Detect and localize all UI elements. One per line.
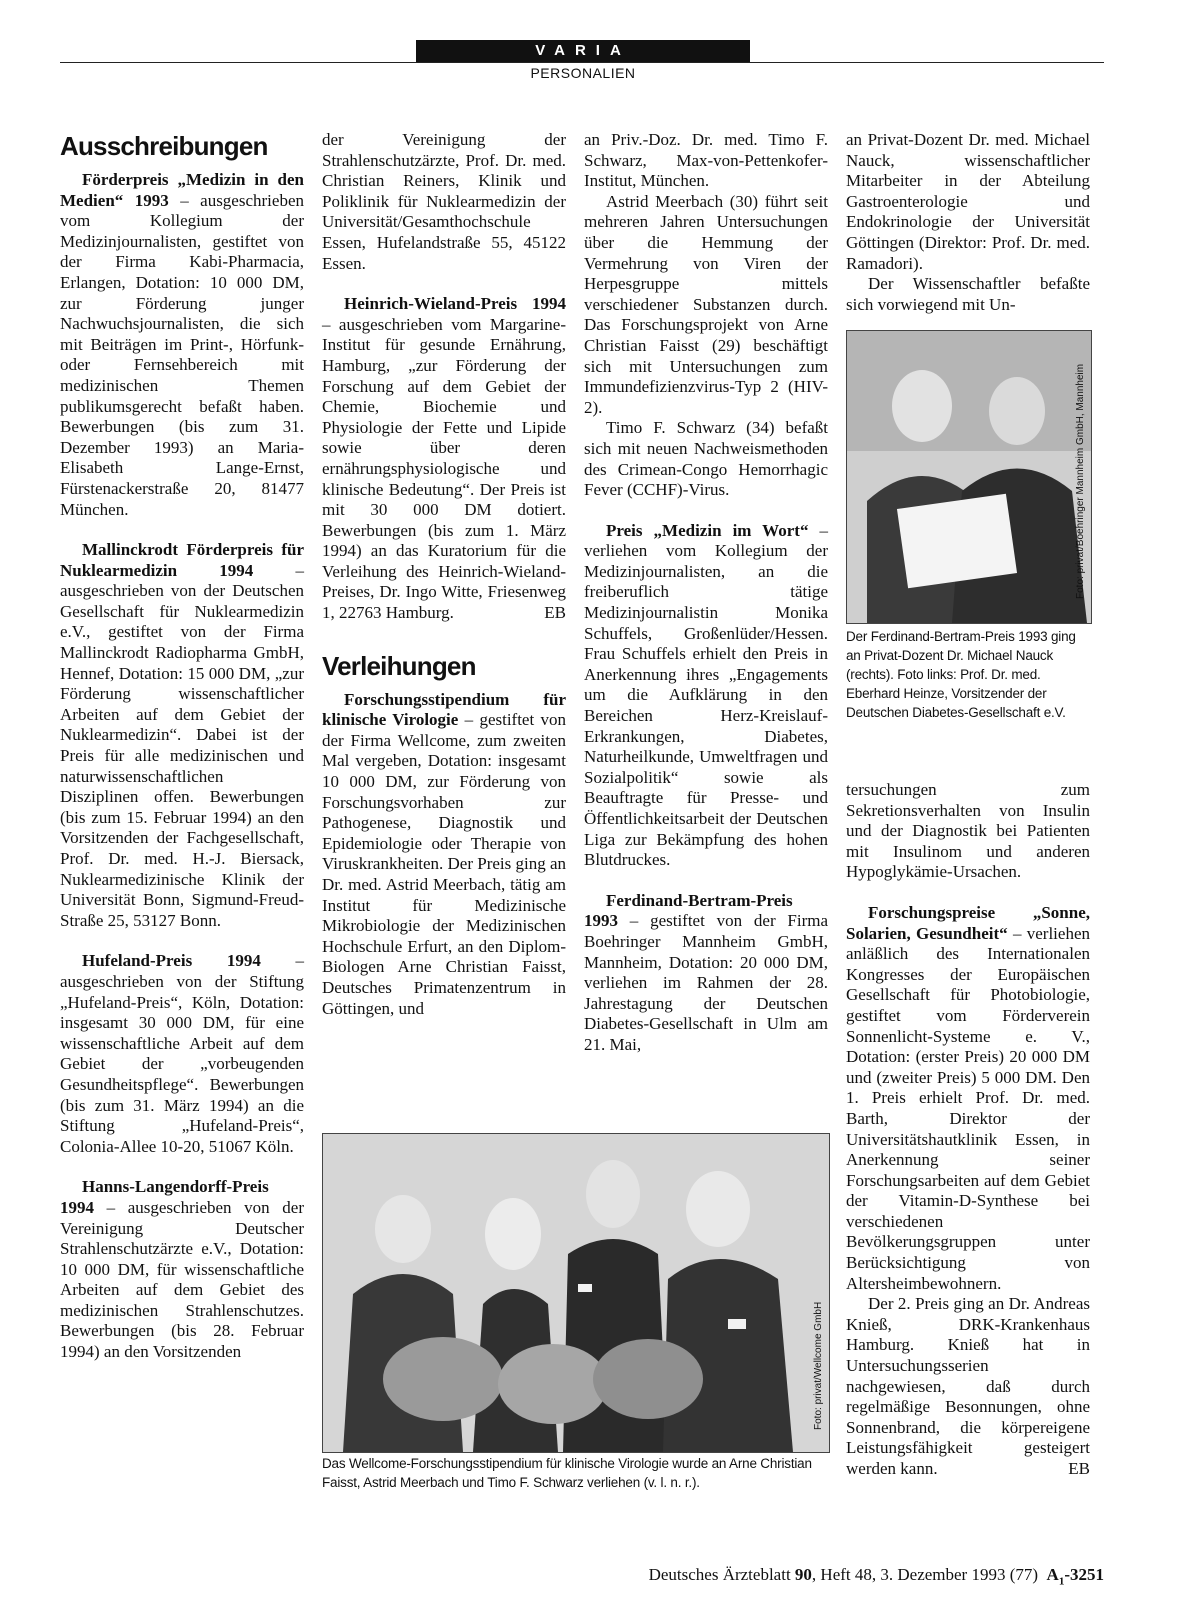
entry-title: Förderpreis „Medizin in den Medien“ 1993 [60,170,304,210]
entry-continuation: an Privat-Dozent Dr. med. Michael Nauck, wissenschaftlicher Mitarbeiter in der Abteilung Gastroenterologie und Endokrinologie der Universität Göttingen (Direktor: Prof. Dr. med. Ramadori). [846,130,1090,273]
entry-hufeland [60,951,304,1157]
section-banner: VARIA [416,40,750,62]
page-number: $A_1-3251$ [1046,1565,1104,1588]
photo-caption-wellcome: Das Wellcome-Forschungsstipendium für klinische Virologie wurde an Arne Christian Faisst, Astrid Meerbach und Timo F. Schwarz verliehen (v. l. n. r.). [322,1456,812,1490]
entry-title: Ferdinand-Bertram-Preis 1993 [584,890,793,931]
entry-title: Heinrich-Wieland-Preis 1994 [344,294,566,314]
entry-sonne-solarien [846,903,1090,1294]
author-signature: EB [1068,1459,1090,1478]
entry-title: Forschungspreise „Sonne, Solarien, Gesundheit“ [846,902,1090,943]
entry-title: Hanns-Langendorff-Preis 1994 [60,1177,269,1217]
entry-title: Mallinckrodt Förderpreis für Nuklearmedizin 1994 [60,540,304,580]
entry-heinrich-wieland [322,294,566,624]
photo-credit: Foto: privat/Boehringer Mannheim GmbH, Mannheim [1075,363,1086,599]
paragraph-nauck: Der Wissenschaftler befaßte sich vorwiegend mit Un- [846,274,1090,314]
entry-mallinckrodt [60,540,304,931]
entry-medizin-in-den-medien [60,170,304,520]
entry-body: – verliehen vom Kollegium der Medizinjournalisten, an die freiberuflich tätige Medizinjournalistin Monika Schuffels, Großenlüder/Hessen. Frau Schuffels erhielt den Preis in Anerkennung ihres „Engagements um die Aufklärung in den Bereichen Herz-Kreislauf-Erkrankungen, Diabetes, Naturheilkunde, Umweltfragen und Sozialpolitik“ sowie als Beauftragte für Presse- und Öffentlichkeitsarbeit der Deutschen Liga zur Bekämpfung des hohen Blutdruckes. [584,520,828,870]
entry-hanns-langendorff [60,1177,304,1362]
entry-body: – gestiftet von der Firma Boehringer Mannheim GmbH, Mannheim, Dotation: 20 000 DM, verliehen im Rahmen der 28. Jahrestagung der Deutschen Diabetes-Gesellschaft in Ulm am 21. Mai, [584,911,828,1054]
author-signature: EB [544,603,566,623]
entry-medizin-im-wort [584,521,828,871]
photo-illustration [323,1134,829,1452]
paragraph-kniess [846,1294,1090,1479]
photo-caption-ferdinand-bertram: Der Ferdinand-Bertram-Preis 1993 ging an Privat-Dozent Dr. Michael Nauck (rechts). Foto links: Prof. Dr. med. Eberhard Heinze, Vorsitzender der Deutschen Diabetes-Gesellschaft e.V. [846,629,1076,720]
paragraph-nauck-continued: tersuchungen zum Sekretionsverhalten von Insulin und der Diagnostik bei Patienten mit Insulinom und anderen Hypoglykämie-Ursachen. [846,780,1090,882]
heading-verleihungen: Verleihungen [322,650,476,681]
entry-body: – ausgeschrieben von der Deutschen Gesellschaft für Nuklearmedizin e.V., gestiftet von der Firma Mallinckrodt Radiopharma GmbH, Hennef, Dotation: 15 000 DM, „zur Förderung wissenschaftlicher Arbeiten auf dem Gebiet der Nuklearmedizin“. Dabei ist der Preis für alle medizinischen und naturwissenschaftlichen Disziplinen offen. Bewerbungen (bis zum 15. Februar 1994) an den Vorsitzenden der Fachgesellschaft, Prof. Dr. med. H.-J. Biersack, Nuklearmedizinische Klinik der Universität Bonn, Sigmund-Freud-Straße 25, 53127 Bonn. [60,560,305,930]
column-2 [322,130,566,1019]
entry-body: – gestiftet von der Firma Wellcome, zum zweiten Mal vergeben, Dotation: insgesamt 10 000 DM, zur Förderung von Forschungsvorhaben zur Pathogenese, Diagnostik und Epidemiologie oder Therapie von Viruskrankheiten. Der Preis ging an Dr. med. Astrid Meerbach, tätig am Institut für Medizinische Mikrobiologie der Medizinischen Hochschule Erfurt, an den Diplom-Biologen Arne Christian Faisst, Deutsches Primatenzentrum in Göttingen, und [322,710,567,1018]
entry-continuation: an Priv.-Doz. Dr. med. Timo F. Schwarz, Max-von-Pettenkofer-Institut, München. [584,130,828,191]
entry-forschungsstipendium [322,690,566,1020]
entry-ferdinand-bertram [584,891,828,1056]
paragraph-body: Der 2. Preis ging an Dr. Andreas Knieß, DRK-Krankenhaus Hamburg. Knieß hat in Untersuchungsserien nachgewiesen, daß durch regelmäßige Besonnungen, ohne Sonnenbrand, die körpereigene Leistungsfähigkeit gesteigert werden kann. [846,1294,1090,1478]
entry-title: Preis „Medizin im Wort“ [606,520,809,540]
column-4-bottom [846,780,1090,1480]
heading-ausschreibungen: Ausschreibungen [60,131,268,161]
entry-title: Hufeland-Preis 1994 [82,951,261,971]
column-1 [60,130,304,1363]
photo-wellcome-group [322,1133,830,1453]
entry-body: – ausgeschrieben vom Margarine-Institut für gesunde Ernährung, Hamburg, „zur Förderung der Forschung auf dem Gebiet der Chemie, Biochemie und Physiologie der Fette und Lipide sowie über deren ernährungsphysiologische und klinische Bedeutung“. Der Preis ist mit 30 000 DM dotiert. Bewerbungen (bis zum 1. März 1994) an das Kuratorium für die Verleihung des Heinrich-Wieland-Preises, Dr. Ingo Witte, Friesenweg 1, 22763 Hamburg. [322,314,566,623]
page-footer [530,1565,1104,1587]
subsection-label: PERSONALIEN [530,65,636,81]
journal-name: Deutsches Ärzteblatt [648,1565,795,1584]
entry-body: – ausgeschrieben von der Vereinigung Deutscher Strahlenschutzärzte e.V., Dotation: 10 000 DM, für wissenschaftliche Arbeiten auf dem Gebiet des medizinischen Strahlenschutzes. Bewerbungen (bis 28. Februar 1994) an den Vorsitzenden [60,1197,304,1362]
entry-body: – ausgeschrieben von der Stiftung „Hufeland-Preis“, Köln, Dotation: insgesamt 30 000 DM, für eine wissenschaftliche Arbeit auf dem Gebiet der „vorbeugenden Gesundheitspflege“. Bewerbungen (bis zum 31. März 1994) an die Stiftung „Hufeland-Preis“, Colonia-Allee 10-20, 51067 Köln. [60,951,304,1156]
paragraph-schwarz: Timo F. Schwarz (34) befaßt sich mit neuen Nachweismethoden des Crimean-Congo Hemorrhagic Fever (CCHF)-Virus. [584,418,828,500]
photo-ferdinand-bertram [846,330,1092,624]
entry-continuation: der Vereinigung der Strahlenschutzärzte, Prof. Dr. med. Christian Reiners, Klinik und Poliklinik für Nuklearmedizin der Universität/Gesamthochschule Essen, Hufelandstraße 55, 45122 Essen. [322,130,566,273]
paragraph-meerbach: Astrid Meerbach (30) führt seit mehreren Jahren Untersuchungen über die Hemmung der Vermehrung von Viren der Herpesgruppe mittels verschiedener Substanzen durch. Das Forschungsprojekt von Arne Christian Faisst (29) beschäftigt sich mit Untersuchungen zum Immundefizienzvirus-Typ 2 (HIV-2). [584,191,828,417]
entry-body: – verliehen anläßlich des Internationalen Kongresses der Europäischen Gesellschaft für Photobiologie, gestiftet vom Förderverein Sonnenlicht-Systeme e. V., Dotation: (erster Preis) 20 000 DM und (zweiter Preis) 5 000 DM. Den 1. Preis erhielt Prof. Dr. med. Barth, Direktor der Universitätshautklinik Essen, in Anerkennung seiner Forschungsarbeiten auf dem Gebiet der Vitamin-D-Synthese bei verschiedenen Bevölkerungsgruppen unter Berücksichtigung von Altersheimbewohnern. [846,923,1090,1293]
photo-credit: Foto: privat/Wellcome GmbH [813,1301,824,1430]
photo-illustration [847,331,1091,623]
issue-info: , Heft 48, 3. Dezember 1993 (77) [811,1565,1039,1584]
header-rule [60,62,1104,63]
volume-number: 90 [794,1565,812,1584]
entry-title: Forschungsstipendium für klinische Virologie [322,689,566,730]
entry-body: – ausgeschrieben vom Kollegium der Medizinjournalisten, gestiftet von der Firma Kabi-Pharmacia, Erlangen, Dotation: 10 000 DM, zur Förderung junger Nachwuchsjournalisten, die sich mit Beiträgen im Print-, Hörfunk- oder Fernsehbereich mit medizinischen Themen publikumsgerecht befaßt haben. Bewerbungen (bis zum 31. Dezember 1993) an Maria-Elisabeth Lange-Ernst, Fürstenackerstraße 20, 81477 München. [60,190,304,519]
column-3 [584,130,828,1056]
column-4-top [846,130,1090,315]
